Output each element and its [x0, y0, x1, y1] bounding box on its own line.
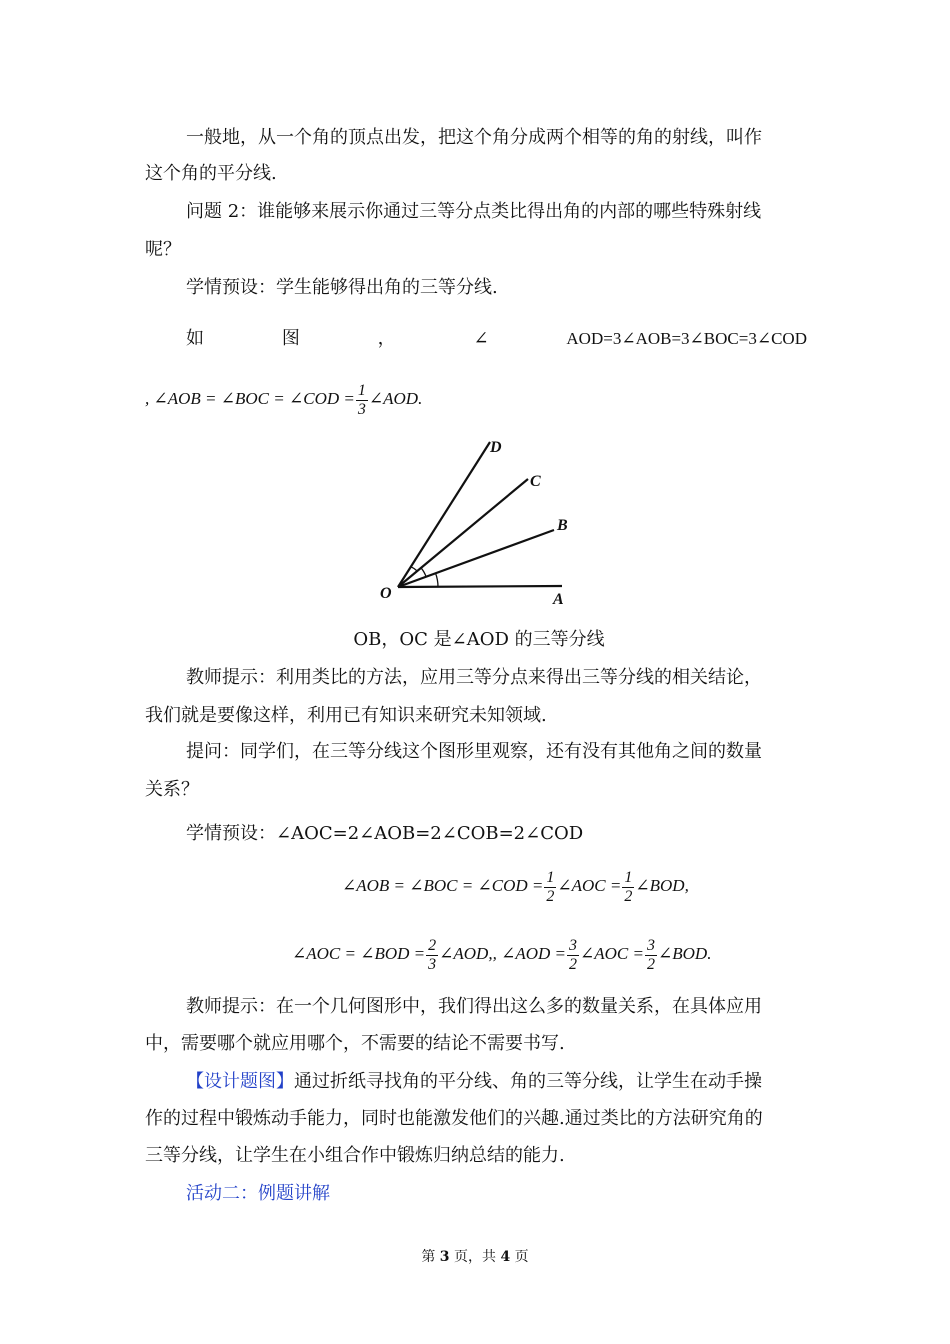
angle-arc-COD: [411, 567, 417, 571]
activity-heading: 活动二：例题讲解: [186, 1183, 330, 1204]
intro-equation: AOD=3∠AOB=3∠BOC=3∠COD: [566, 329, 807, 348]
text-line: 三等分线，让学生在小组合作中锻炼归纳总结的能力.: [145, 1145, 565, 1166]
design-intent-line: 【设计题图】通过折纸寻找角的平分线、角的三等分线，让学生在动手操: [186, 1071, 762, 1092]
angle-arc-BOC: [421, 568, 426, 577]
intro-word: 图: [281, 328, 300, 349]
ray-OD: [398, 442, 490, 587]
fraction: $\frac{2}{3}$: [428, 936, 437, 973]
label-C: C: [530, 473, 541, 490]
angle-trisection-figure: [372, 434, 584, 610]
angle-arc-AOB: [436, 573, 438, 587]
figure-intro-line: [186, 327, 807, 351]
label-D: D: [490, 439, 502, 456]
text-line: 关系？: [145, 779, 199, 800]
ray-OA: [398, 586, 562, 587]
fraction: $\frac{3}{2}$: [647, 936, 655, 973]
intro-word: ，: [377, 328, 396, 349]
intro-word: 如: [186, 328, 204, 349]
label-B: B: [557, 517, 568, 534]
text-line: 提问：同学们，在三等分线这个图形里观察，还有没有其他角之间的数量: [186, 741, 762, 762]
design-intent-tag: 【设计题图】: [186, 1071, 294, 1092]
equation-2: ∠AOB = ∠BOC = ∠COD = $\frac{1}{2}$ ∠AOC = $\frac{1}{2}$ ∠BOD,: [342, 868, 689, 905]
label-A: A: [553, 591, 564, 608]
text-line: 问题 2：谁能够来展示你通过三等分点类比得出角的内部的哪些特殊射线: [186, 201, 762, 222]
figure-caption: OB，OC 是∠AOD 的三等分线: [353, 629, 605, 650]
fraction: $\frac{1}{3}$: [357, 381, 366, 418]
equation-3: ∠AOC = ∠BOD = $\frac{2}{3}$ ∠AOD,, ∠AOD = $\frac{3}{2}$ ∠AOC = $\frac{3}{2}$ ∠BOD.: [292, 936, 712, 973]
ray-OB: [398, 530, 554, 587]
equation-1: , ∠AOB = ∠BOC = ∠COD = $\frac{1}{3}$ ∠AOD.: [145, 381, 423, 418]
text-line: 作的过程中锻炼动手能力，同时也能激发他们的兴趣.通过类比的方法研究角的: [145, 1108, 763, 1129]
text-line: 学情预设：学生能够得出角的三等分线.: [186, 277, 498, 298]
label-O: O: [380, 585, 392, 602]
text-line: 我们就是要像这样，利用已有知识来研究未知领域.: [145, 705, 547, 726]
fraction: $\frac{1}{2}$: [546, 868, 555, 905]
page-footer: 第 3 页，共 4 页: [421, 1249, 529, 1265]
text-line: 学情预设：∠AOC=2∠AOB=2∠COB=2∠COD: [186, 823, 584, 844]
text-line: 教师提示：在一个几何图形中，我们得出这么多的数量关系，在具体应用: [186, 996, 762, 1017]
page-number: 3: [439, 1249, 450, 1265]
page-total: 4: [500, 1249, 511, 1265]
text-line: 中，需要哪个就应用哪个，不需要的结论不需要书写.: [145, 1033, 565, 1054]
ray-OC: [398, 479, 528, 587]
text-line: 教师提示：利用类比的方法，应用三等分点来得出三等分线的相关结论，: [186, 667, 762, 688]
fraction: $\frac{1}{2}$: [624, 868, 633, 905]
text-line: 呢？: [145, 239, 181, 260]
text-line: 一般地，从一个角的顶点出发，把这个角分成两个相等的角的射线，叫作: [186, 127, 762, 148]
text-line: 这个角的平分线.: [145, 163, 277, 184]
fraction: $\frac{3}{2}$: [569, 936, 578, 973]
intro-word: ∠: [473, 328, 489, 349]
